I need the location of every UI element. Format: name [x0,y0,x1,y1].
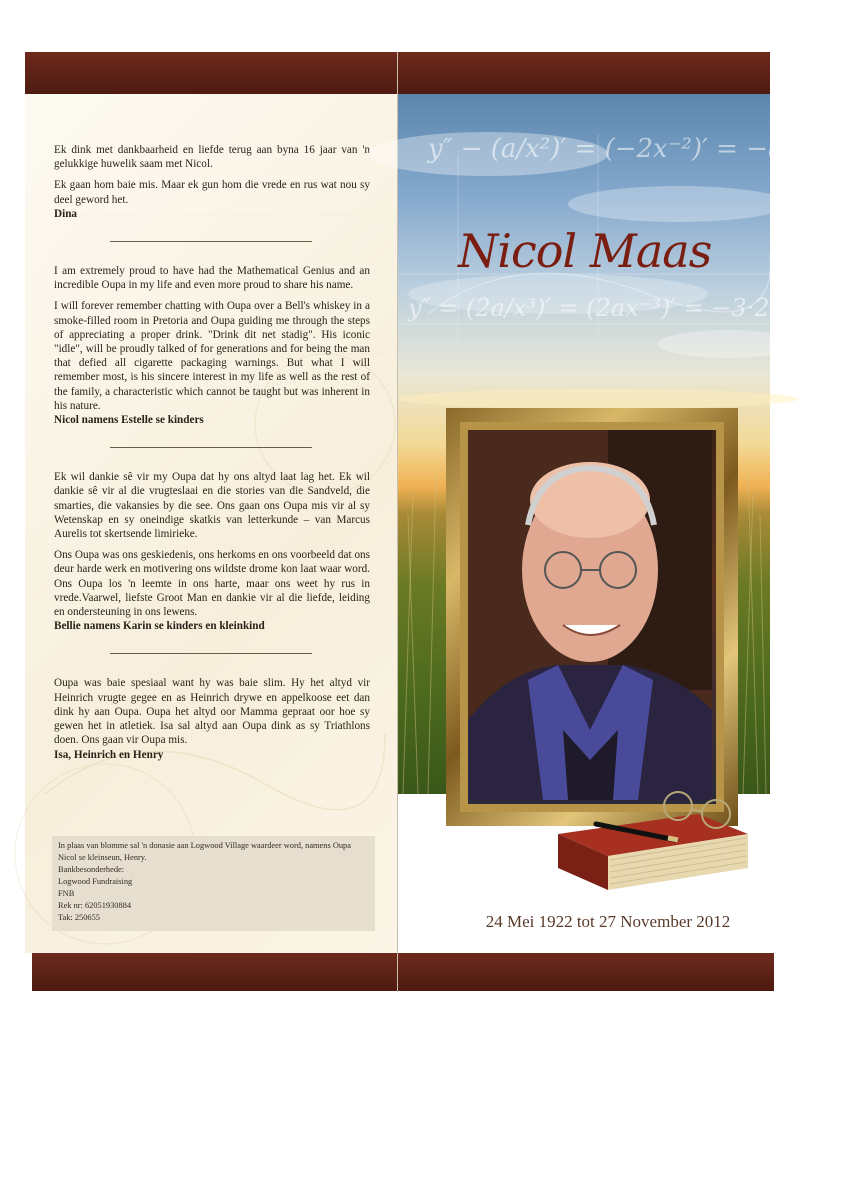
tribute-paragraph: Ek wil dankie sê vir my Oupa dat hy ons altyd laat lag het. Ek wil dankie sê vir al die vrugteslaai en die stories van die Sandveld, die smarties, die vakansies by die see. Ons gaan ons Oupa mis vir al sy Wetenskap en sy oneindige skatkis van letterkunde – van Marcus Aurelis tot skertsende limirieke. [54,471,370,541]
donation-line: Rek nr: 62051930884 [58,901,132,910]
donation-line: Logwood Fundraising [58,877,133,886]
book-glasses-pen [548,794,753,894]
portrait-illustration [468,430,712,800]
right-page [398,94,867,953]
tribute-paragraph: Oupa was baie spesiaal want hy was baie slim. Hy het altyd vir Heinrich vrugte gegee en as Heinrich drywe en appelkoose eet dan dink hy aan Oupa. Oupa het altyd oor Mamma gepraat oor hoe sy gewen het in atletiek. Isa sal altyd aan Oupa dink as sy Triathlons doen. Ons gaan vir Oupa mis. [54,677,370,747]
tribute-bellie [54,470,370,633]
divider-line [110,653,312,654]
tribute-signature: Nicol namens Estelle se kinders [54,414,204,427]
tribute-isa [54,676,370,761]
tribute-paragraph: Ek gaan hom baie mis. Maar ek gun hom die vrede en rus wat nou sy deel geword het. [54,179,370,206]
frame-inner-border [460,422,724,812]
bottom-border-band [32,953,774,991]
divider-line [110,241,312,242]
math-formula-decoration: y″ − (a/x²)′ = (−2x⁻²)′ = −a(−2)·6 [428,134,867,164]
tribute-signature: Isa, Heinrich en Henry [54,748,164,761]
tribute-paragraph: Ek dink met dankbaarheid en liefde terug aan byna 16 jaar van 'n gelukkige huwelik saam met Nicol. [54,144,370,171]
tribute-nicol [54,264,370,427]
ornate-gold-frame [446,408,738,826]
life-dates: 24 Mei 1922 tot 27 November 2012 [485,912,731,931]
tribute-paragraph: I will forever remember chatting with Oupa over a Bell's whiskey in a smoke-filled room in Pretoria and Oupa guiding me through the steps of appreciating a proper drink. "Drink dit net stadig". His iconic "idle", will be proudly talked of for generations and for being the man that defied all cigarette packaging warnings. But what I will remember most, is his sincere interest in my life as well as the rest of the family, a characteristic which cannot be taught but was inherent in his nature. [54,300,370,412]
deceased-name-title: Nicol Maas [458,224,712,278]
portrait-photo [468,430,716,804]
divider-line [110,447,312,448]
donation-line: Bankbesonderhede: [58,865,125,874]
donation-box [52,836,375,931]
tribute-dina [54,143,370,221]
donation-line: In plaas van blomme sal 'n donasie aan Logwood Village waardeer word, namens Oupa Nicol se kleinseun, Henry. [58,841,351,862]
math-formula-decoration: y″ = (2a/x³)′ = (2ax⁻³)′ = −3·2ax⁻⁴ [408,294,820,322]
tribute-signature: Bellie namens Karin se kinders en kleinkind [54,620,265,633]
donation-line: FNB [58,889,75,898]
tribute-signature: Dina [54,207,78,220]
tributes-column [54,143,370,769]
donation-line: Tak: 250655 [58,913,100,922]
tribute-paragraph: I am extremely proud to have had the Mathematical Genius and an incredible Oupa in my life and even more proud to share his name. [54,265,370,292]
tribute-paragraph: Ons Oupa was ons geskiedenis, ons herkoms en ons voorbeeld dat ons deur harde werk en motivering ons wildste drome kon laat waar word. Ons Oupa los 'n leemte in ons harte, maar ons weet hy rus in vrede.Vaarwel, liefste Groot Man en dankie vir al die liefde, leiding en ondersteuning in ons lewens. [54,549,370,619]
